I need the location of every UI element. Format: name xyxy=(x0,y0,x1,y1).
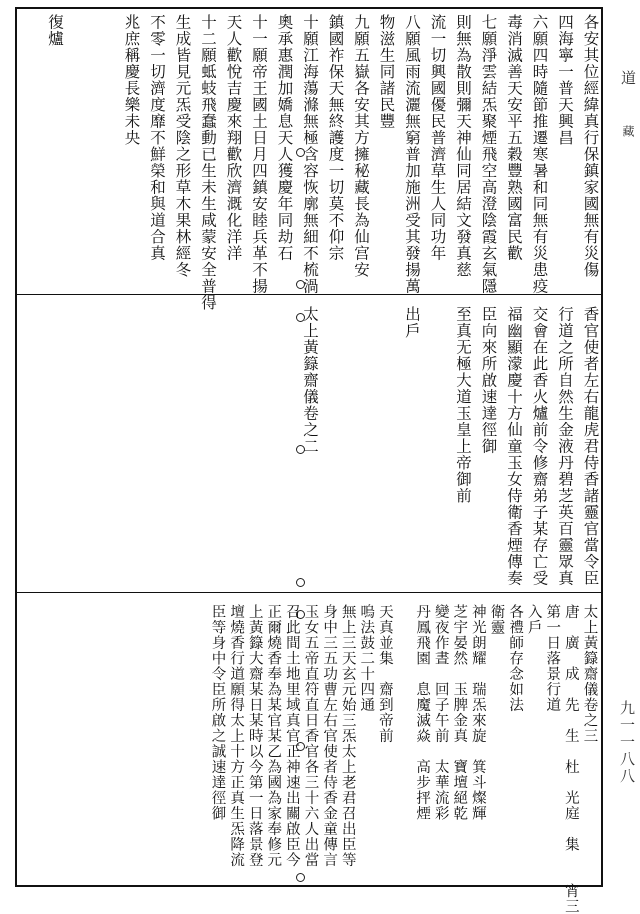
text-column: 十二願蚳蚑飛蠢動已生未生咸蒙安全普得 xyxy=(199,14,217,311)
text-column: 太上黃籙齋儀卷之二 xyxy=(301,306,319,455)
text-column: 福幽顯濛慶十方仙童玉女侍衛香煙傳奏 xyxy=(505,306,523,587)
text-column: 生成皆見元炁受陰之形草木果林經冬 xyxy=(173,14,192,278)
text-column: 四海寧一普天興昌 xyxy=(556,14,574,146)
text-column: 臣向來所啟速達徑御 xyxy=(479,306,498,455)
margin-subtitle: 藏 xyxy=(621,125,635,137)
binding-hole-5 xyxy=(296,578,305,587)
text-column: 召此間土地里域真官正神速出關啟臣今 xyxy=(283,604,300,868)
page-number: 九一一八八 xyxy=(618,700,636,785)
text-column: 不零一切濟度靡不鮮榮和與道合真 xyxy=(148,14,166,262)
text-column: 嗚法鼓二十四通 xyxy=(358,604,375,713)
text-column: 六願四時隨節推遷寒暑和同無有災患疫 xyxy=(530,14,549,295)
text-column: 各禮師存念如法 xyxy=(507,604,524,713)
text-column: 無上三天玄元始三炁太上老君召出臣等 xyxy=(339,604,356,868)
text-column: 兆庶稱慶長樂未央 xyxy=(122,14,141,146)
text-column: 天真並集 齋到帝前 xyxy=(376,604,393,744)
text-column: 身中三五功曹左右官使者侍香金童傳言 xyxy=(321,604,338,868)
text-column: 變夜作晝 回子午前 太華流彩 xyxy=(432,604,449,821)
text-column: 則無為散則彌天神仙同居結文發真慈 xyxy=(454,14,472,278)
text-column: 天人歡悅吉慶來翔歡欣濟溉化洋洋 xyxy=(224,14,243,262)
text-column: 出戶 xyxy=(403,306,421,339)
text-column: 太上黃籙齋儀卷之三 xyxy=(581,604,598,744)
margin-title: 道 xyxy=(619,70,637,85)
text-column: 毒消滅善天安平五穀豐熟國富民歡 xyxy=(505,14,523,262)
text-column: 物滋生同諸民豐 xyxy=(377,14,396,130)
text-column: 奧承惠潤加嬌息天人獲慶年同劫石 xyxy=(275,14,294,262)
text-column: 七願淨雲結炁聚煙飛空高澄陰霞玄氣隱 xyxy=(479,14,498,295)
text-column: 流一切興國優民普濟草生人同功年 xyxy=(428,14,447,262)
text-column: 第一日落景行道 xyxy=(544,604,561,713)
text-column: 八願風雨流灑無窮普加施洲受其發揚萬 xyxy=(403,14,421,295)
text-column: 復爐 xyxy=(46,14,64,47)
text-column: 衛靈 xyxy=(488,604,505,635)
text-column: 芝宇晏然 玉脾金真 寶壇絕乾 xyxy=(451,604,468,821)
binding-hole-8 xyxy=(296,873,305,882)
text-column: 至真无極大道玉皇上帝御前 xyxy=(454,306,472,504)
text-column: 入戶 xyxy=(525,604,542,635)
text-column: 香官使者左右龍虎君侍香諸靈官當令臣 xyxy=(581,306,600,587)
text-column: 臣等身中令臣所啟之誠速達徑御 xyxy=(209,604,226,821)
panel-divider-2 xyxy=(17,592,601,593)
text-column: 唐 廣 成 先 生 杜 光庭 集 宵三 xyxy=(562,604,579,914)
text-column: 神光朗耀 瑞炁來旋 箕斗燦輝 xyxy=(469,604,486,821)
text-column: 鎮國祚保天無終護度一切莫不仰宗 xyxy=(326,14,345,262)
text-column: 玉女五帝直符直日香官各三十六人出當 xyxy=(302,604,319,868)
text-column: 交會在此香火爐前令修齋弟子某存亡受 xyxy=(530,306,549,587)
text-column: 十願江海蕩滌無極含容恢廓無細不梳渦 xyxy=(301,14,319,295)
text-column: 各安其位經緯真行保鎮家國無有災傷 xyxy=(581,14,600,278)
text-column: 上黃籙大齋某日某時以今第一日落景登 xyxy=(246,604,263,868)
text-column: 十一願帝王國土日月四鎮安睦兵革不揚 xyxy=(250,14,268,295)
text-column: 行道之所自然生金液丹碧芝英百靈眾真 xyxy=(556,306,574,587)
text-column: 九願五嶽各安其方擁秘藏長為仙宫安 xyxy=(352,14,370,278)
text-column: 壇燒香行道願得太上十方正真生炁降流 xyxy=(228,604,245,868)
text-column: 丹鳳飛園 息魔滅焱 高步抨煙 xyxy=(414,604,431,821)
text-column: 正爾燒香奉為某官某乙為國為家奉修元 xyxy=(265,604,282,868)
